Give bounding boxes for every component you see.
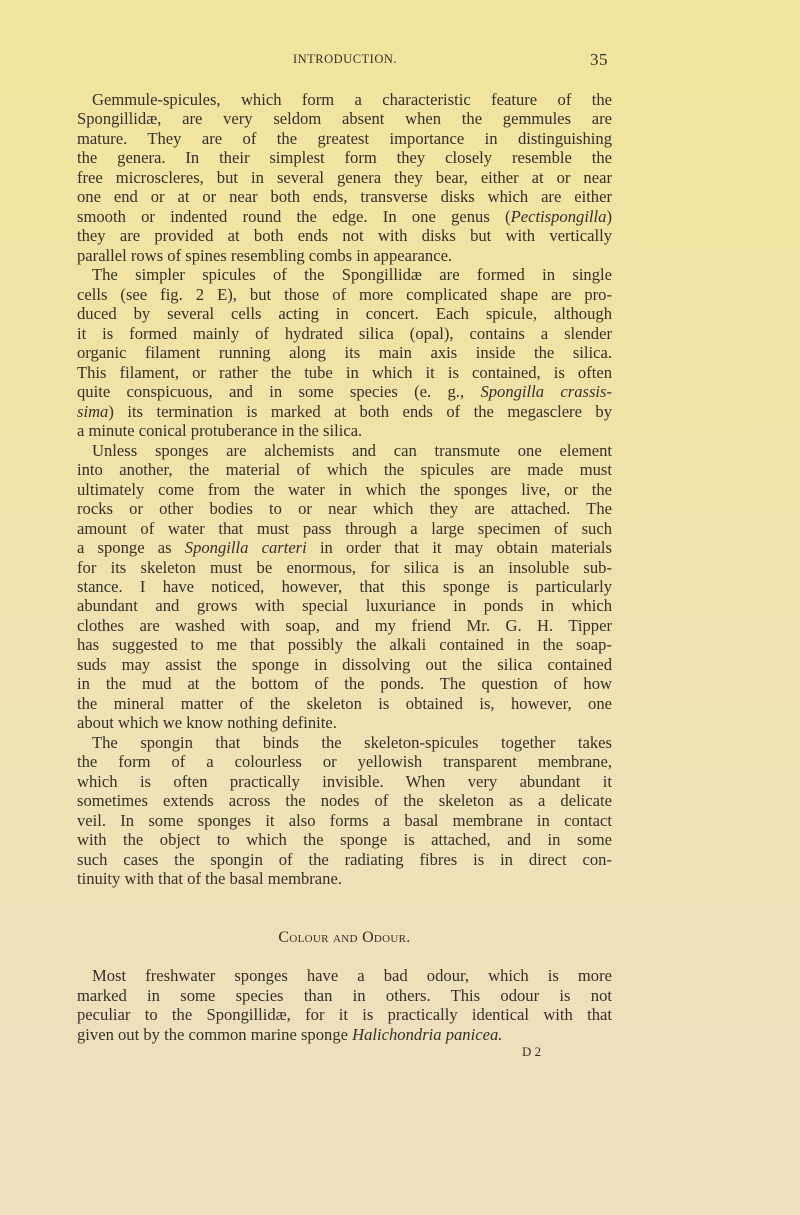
text-segment: abundant and grows with special luxuriance in ponds in which [77,596,612,616]
text-line [77,402,612,421]
text-line [77,168,612,187]
text-segment: veil. In some sponges it also forms a basal membrane in contact [77,810,612,830]
text-segment: The spongin that binds the skeleton-spicules together takes [92,732,612,752]
text-segment: ) [606,206,612,226]
text-line [77,129,612,148]
signature-mark: D 2 [522,1044,542,1059]
text-segment: into another, the material of which the spicules are made must [77,460,612,480]
text-segment: they are provided at both ends not with disks but with vertically [77,226,612,246]
text-segment: one end or at or near both ends, transverse disks which are either [77,187,612,207]
section-heading: Colour and Odour. [278,929,411,946]
text-line [77,616,612,635]
text-line [77,324,612,343]
italic-text: Spongilla carteri [184,538,307,558]
text-segment: about which we know nothing definite. [77,713,337,733]
text-segment: stance. I have noticed, however, that this sponge is particularly [77,577,612,596]
text-line [77,519,612,538]
text-line [77,343,612,362]
text-segment: Most freshwater sponges have a bad odour, which is more [92,966,612,985]
text-segment: it is formed mainly of hydrated silica (opal), contains a slender [77,323,612,343]
text-line [77,304,612,323]
text-segment: the form of a colourless or yellowish transparent membrane, [77,752,612,772]
text-segment: parallel rows of spines resembling combs in appearance. [77,245,453,265]
text-line [77,109,612,128]
text-line [77,1005,612,1024]
text-line [77,285,612,304]
text-segment: suds may assist the sponge in dissolving out the silica contained [77,654,612,674]
text-line [77,226,612,245]
text-segment: Unless sponges are alchemists and can transmute one element [92,440,612,460]
text-segment: with the object to which the sponge is attached, and in some [77,830,612,850]
text-segment: duced by several cells acting in concert. Each spicule, although [77,304,612,324]
text-segment: has suggested to me that possibly the alkali contained in the soap- [77,635,612,655]
text-line [77,869,612,888]
text-line [77,499,612,518]
italic-text: Halichondria panicea. [352,1024,503,1044]
text-line [77,713,612,732]
text-line [92,441,612,460]
text-segment: marked in some species than in others. This odour is not [77,985,612,1005]
text-segment: cells (see fig. 2 E), but those of more complicated shape are pro- [77,284,612,304]
text-line [77,694,612,713]
text-segment: clothes are washed with soap, and my friend Mr. G. H. Tipper [77,615,612,635]
text-line [77,830,612,849]
text-segment: Spongillidæ, are very seldom absent when the gemmules are [77,109,612,129]
text-line [77,772,612,791]
text-line [77,538,612,557]
text-line [77,460,612,479]
text-segment: quite conspicuous, and in some species (e. g., [77,382,481,402]
text-segment: the mineral matter of the skeleton is obtained is, however, one [77,693,612,713]
text-segment: in order that it may obtain materials [306,538,612,558]
text-segment: which is often practically invisible. When very abundant it [77,771,612,791]
text-line [77,635,612,654]
text-line [77,1025,612,1044]
text-line [77,207,612,226]
text-segment: This filament, or rather the tube in which it is contained, is often [77,362,612,382]
text-segment: tinuity with that of the basal membrane. [77,869,342,889]
text-segment: mature. They are of the greatest importance in distinguishing [77,128,612,148]
text-segment: peculiar to the Spongillidæ, for it is practically identical with that [77,1005,612,1025]
text-line [92,90,612,109]
text-segment: The simpler spicules of the Spongillidæ are formed in single [92,265,612,285]
text-line [77,558,612,577]
text-segment: ultimately come from the water in which the sponges live, or the [77,479,612,499]
text-segment: Gemmule-spicules, which form a characteristic feature of the [92,90,612,109]
text-line [92,265,612,284]
text-line [77,811,612,830]
text-segment: smooth or indented round the edge. In one genus ( [77,206,511,226]
text-segment: sometimes extends across the nodes of the skeleton as a delicate [77,791,612,811]
text-line [77,655,612,674]
text-line [77,363,612,382]
text-line [77,791,612,810]
text-segment: organic filament running along its main axis inside the silica. [77,343,612,363]
text-line [77,246,612,265]
text-segment: free microscleres, but in several genera they bear, either at or near [77,167,612,187]
text-segment: rocks or other bodies to or near which they are attached. The [77,499,612,519]
text-line [77,850,612,869]
text-segment: ) its termination is marked at both ends of the megasclere by [108,401,612,421]
running-title: INTRODUCTION. [292,52,398,66]
text-line [77,986,612,1005]
text-segment: a sponge as [77,538,185,558]
text-line [92,733,612,752]
text-line [92,966,612,985]
text-line [77,596,612,615]
page-number: 35 [590,50,608,69]
text-segment: for its skeleton must be enormous, for silica is an insoluble sub- [77,557,612,577]
text-line [77,480,612,499]
text-line [77,577,612,596]
text-segment: in the mud at the bottom of the ponds. The question of how [77,674,612,694]
italic-text: Spongilla crassis- [480,382,613,402]
text-segment: such cases the spongin of the radiating fibres is in direct con- [77,849,612,869]
text-line [77,382,612,401]
text-line [77,421,612,440]
text-line [77,674,612,693]
text-line [77,752,612,771]
italic-text: Pectispongilla [510,206,607,226]
text-segment: given out by the common marine sponge [77,1024,353,1044]
text-segment: the genera. In their simplest form they closely resemble the [77,148,612,168]
text-segment: a minute conical protuberance in the silica. [77,421,363,441]
italic-text: sima [77,401,109,421]
text-segment: amount of water that must pass through a large specimen of such [77,518,612,538]
text-line [77,187,612,206]
text-line [77,148,612,167]
